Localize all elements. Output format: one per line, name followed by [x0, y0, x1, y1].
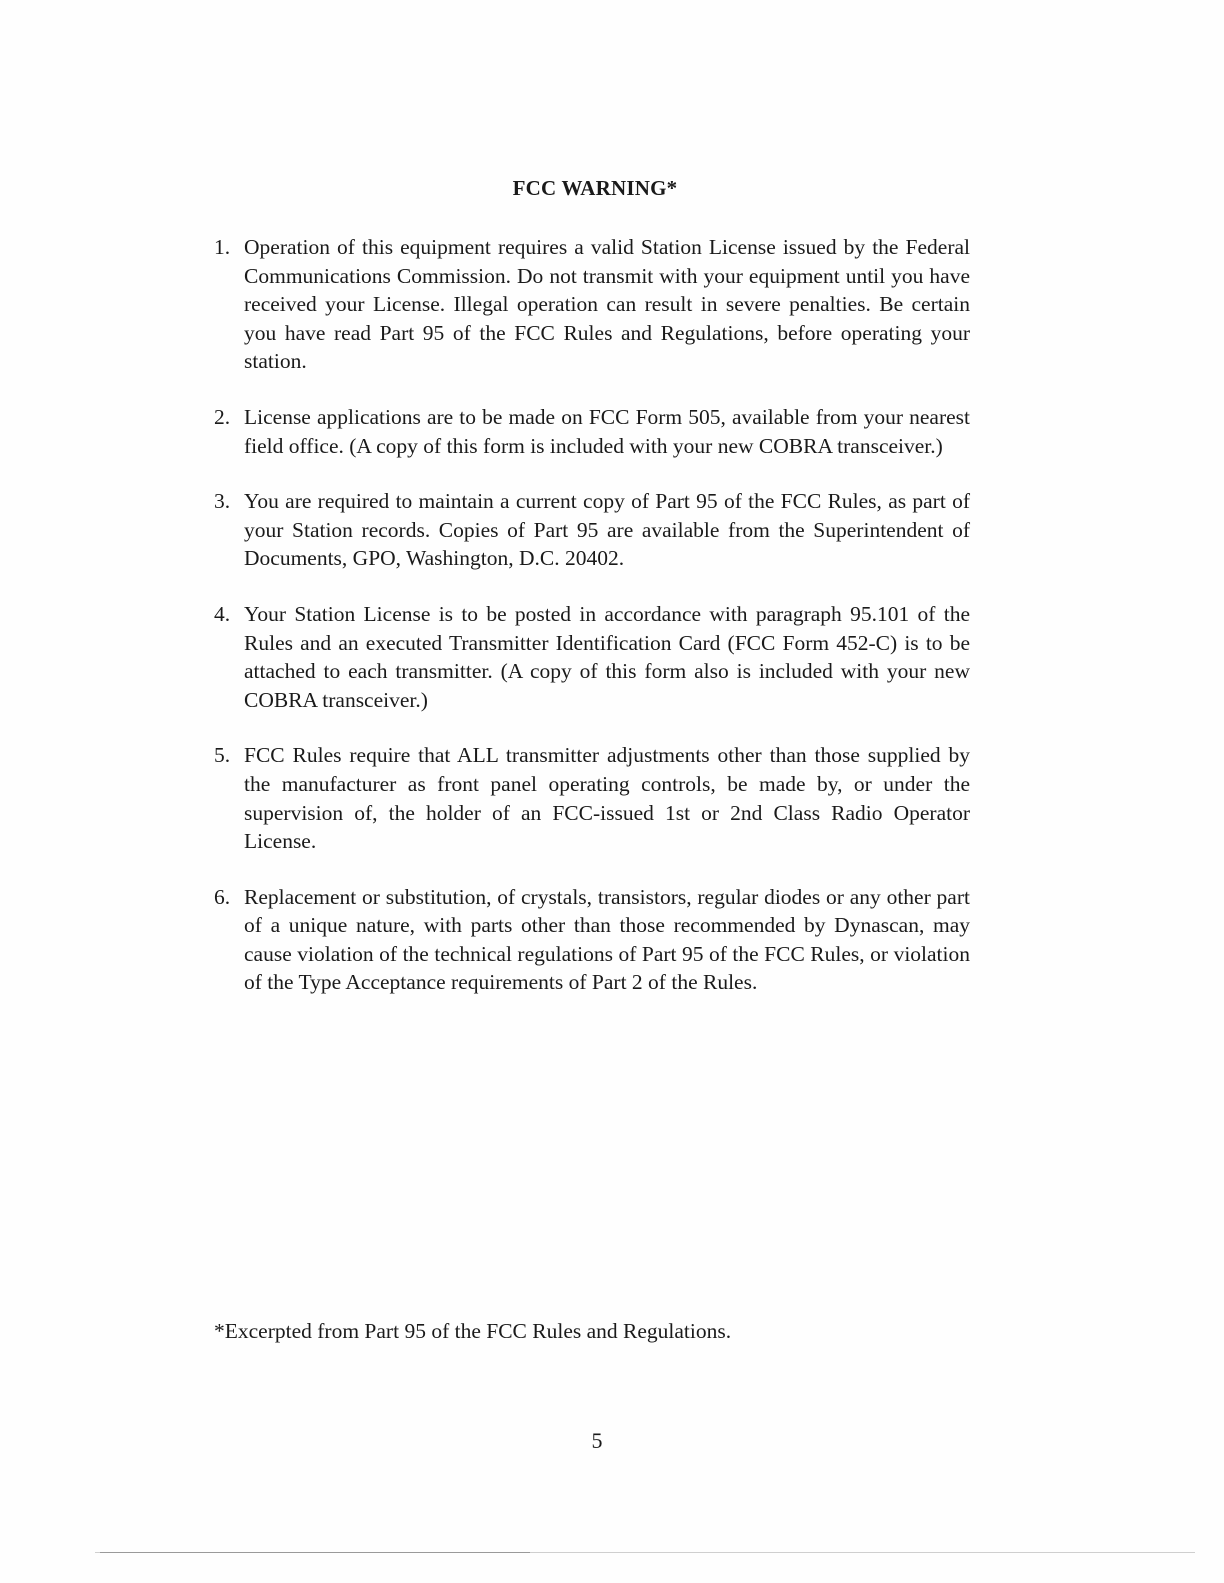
item-number: 2.	[214, 404, 231, 429]
page-title: FCC WARNING*	[512, 176, 678, 200]
item-number: 3.	[214, 489, 231, 514]
item-number: 1.	[214, 235, 231, 259]
warning-item-4	[214, 600, 970, 714]
warning-list	[214, 233, 970, 1024]
warning-item-3	[214, 487, 970, 573]
item-number: 4.	[214, 601, 231, 626]
item-text: Replacement or substitution, of crystals, transistors, regular diodes or any other part of a unique nature, with parts other than those recommended by Dynascan, may cause violation of the technical regulations of Part 95 of the FCC Rules, or violation of the Type Acceptance requirements of Part 2 of the Rules.	[244, 884, 970, 995]
item-text: Your Station License is to be posted in accordance with paragraph 95.101 of the Rules and an executed Transmitter Identification Card (FCC Form 452-C) is to be attached to each transmitter. (A copy of this form also is included with your new COBRA transceiver.)	[244, 601, 970, 712]
item-number: 5.	[214, 743, 231, 768]
item-text: Operation of this equipment requires a valid Station License issued by the Federal Communications Commission. Do not transmit with your equipment until you have received your License. Illegal operation can result in severe penalties. Be certain you have read Part 95 of the FCC Rules and Regulations, before operating your station.	[244, 235, 970, 374]
item-number: 6.	[214, 884, 231, 909]
warning-item-1	[214, 233, 970, 376]
warning-item-2	[214, 403, 970, 460]
bottom-divider-dark	[100, 1552, 530, 1553]
item-text: License applications are to be made on FCC Form 505, available from your nearest field office. (A copy of this form is included with your new COBRA transceiver.)	[244, 404, 970, 458]
footnote: *Excerpted from Part 95 of the FCC Rules and Regulations.	[214, 1319, 732, 1343]
warning-item-5	[214, 741, 970, 855]
item-text: FCC Rules require that ALL transmitter adjustments other than those supplied by the manufacturer as front panel operating controls, be made by, or under the supervision of, the holder of an FCC-issued 1st or 2nd Class Radio Operator License.	[244, 743, 970, 854]
warning-item-6	[214, 883, 970, 997]
page-number: 5	[591, 1428, 603, 1453]
item-text: You are required to maintain a current copy of Part 95 of the FCC Rules, as part of your Station records. Copies of Part 95 are available from the Superintendent of Documents, GPO, Washington, D.C. 20402.	[244, 489, 970, 571]
